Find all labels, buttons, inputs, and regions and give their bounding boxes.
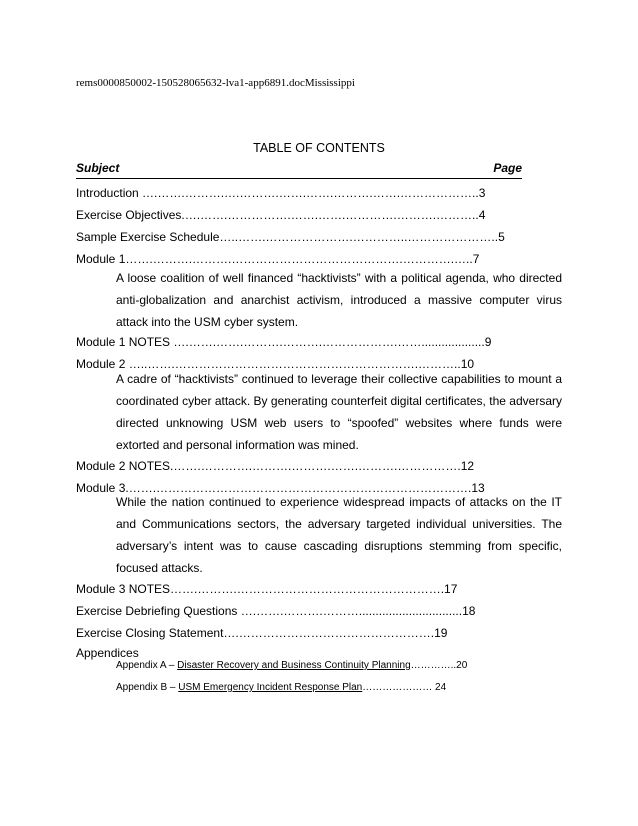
toc-entry-module-3-notes[interactable]: Module 3 NOTES…….……….…………………………………………….17 (76, 582, 458, 596)
toc-entry-module-2-notes[interactable]: Module 2 NOTES.…….………….……….……….…….……….…………….12 (76, 459, 475, 473)
appendix-b-prefix: Appendix B – (116, 682, 179, 693)
toc-entry-appendices: Appendices (76, 646, 139, 660)
toc-entry-module-2[interactable]: Module 2 …..…….…………………………………………………….………..10 (76, 357, 475, 371)
page-label: Page (493, 161, 522, 175)
appendix-b-link[interactable]: USM Emergency Incident Response Plan (178, 682, 363, 693)
toc-entry-introduction[interactable]: Introduction ….…….……….….……….…….…….……….…….………………..3 (76, 186, 486, 200)
appendix-a-prefix: Appendix A – (116, 660, 178, 671)
toc-entry-debriefing-questions[interactable]: Exercise Debriefing Questions ….…….……….………...............................18 (76, 604, 476, 618)
toc-entry-module-1-notes[interactable]: Module 1 NOTES ….…….…….……….……….……………….……...................9 (76, 335, 492, 349)
toc-entry-sample-exercise-schedule[interactable]: Sample Exercise Schedule…..…….………………….…………..…………………..5 (76, 230, 505, 244)
module-3-description: While the nation continued to experience widespread impacts of attacks on the IT and Communications sectors, the adversary targeted individual universities. The adversary’s intent was to cause cascading disruptions stemming from specific, focused attacks. (116, 495, 562, 575)
toc-entry-module-3[interactable]: Module 3.…….…………………………………………………………………….13 (76, 481, 485, 495)
module-2-description: A cadre of “hacktivists” continued to leverage their collective capabilities to mount a coordinated cyber attack. By generating counterfeit digital certificates, the adversary directed unknowing USM web users to “spoofed” websites where funds were extorted and personal information was mined. (116, 372, 562, 452)
appendix-a-entry (116, 660, 467, 671)
toc-entry-module-1[interactable]: Module 1…….……….……….…………………………………….………….…..7 (76, 252, 480, 266)
toc-entry-exercise-objectives[interactable]: Exercise Objectives.….…….…………….…….…….………….……….………..4 (76, 208, 486, 222)
appendix-b-entry (116, 682, 446, 693)
module-1-description: A loose coalition of well financed “hacktivists” with a political agenda, who directed anti-globalization and anarchist activism, introduced a massive computer virus attack into the USM cyber system. (116, 271, 562, 329)
toc-title: TABLE OF CONTENTS (253, 141, 385, 155)
appendix-b-page: ………………… 24 (362, 682, 447, 693)
document-filename-header: rems0000850002-150528065632-lva1-app6891.docMississippi (76, 77, 355, 89)
appendix-a-link[interactable]: Disaster Recovery and Business Continuity Planning (177, 660, 411, 671)
appendix-a-page: …………..20 (410, 660, 468, 671)
toc-column-header (76, 161, 522, 179)
toc-entry-closing-statement[interactable]: Exercise Closing Statement….………………………………………….19 (76, 626, 448, 640)
subject-label: Subject (76, 161, 120, 175)
